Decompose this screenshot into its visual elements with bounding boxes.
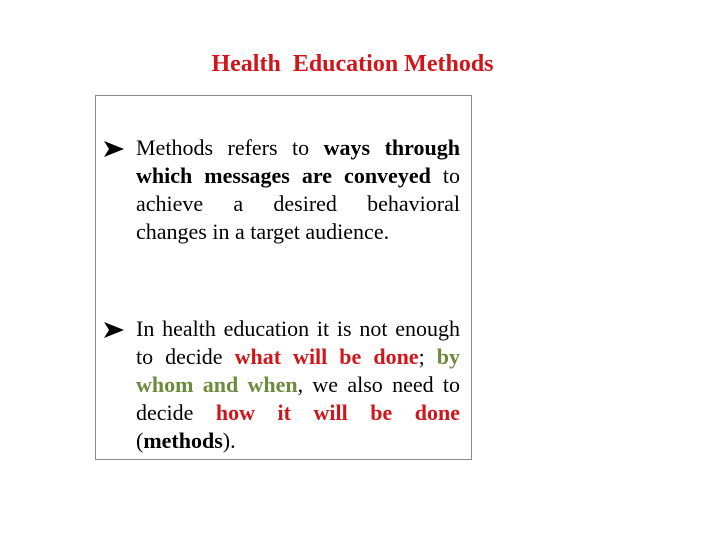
bullet-segment-bold: methods <box>143 428 223 453</box>
bullet-segment-red: how it will be done <box>215 400 460 425</box>
bullet-segment: , we also need to decide <box>136 372 461 425</box>
bullet-segment: In health education it is not enough to decide <box>136 316 460 369</box>
bullet-segment-green: by whom and when <box>136 344 460 397</box>
bullet-segment: to achieve a desired behavioral changes in a target audience. <box>136 163 460 244</box>
arrow-bullet-icon <box>104 141 124 157</box>
bullet-item-methods-definition <box>104 134 460 246</box>
arrow-bullet-icon <box>104 322 124 338</box>
bullet-segment-red: what will be done <box>234 344 419 369</box>
bullet-segment: ). <box>222 428 236 453</box>
bullet-text <box>136 315 460 455</box>
bullet-item-health-education <box>104 315 460 455</box>
slide-title: Health Education Methods <box>211 51 494 77</box>
bullet-text <box>136 134 460 246</box>
bullet-segment: Methods refers to <box>136 135 324 160</box>
bullet-segment-bold: ways through which messages are conveyed <box>136 135 460 188</box>
bullet-segment: ; <box>418 344 437 369</box>
bullet-segment: ( <box>136 428 144 453</box>
